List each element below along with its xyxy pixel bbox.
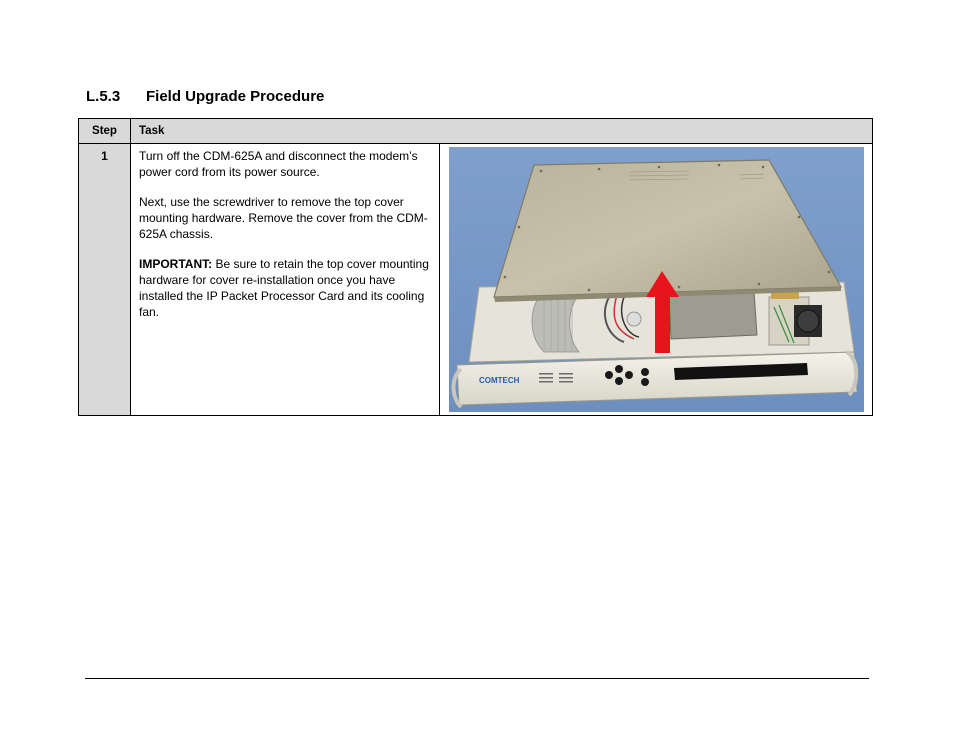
section-number: L.5.3 <box>86 88 121 105</box>
chassis-cover-removal-photo <box>449 147 864 412</box>
procedure-table <box>78 118 873 416</box>
table-row <box>79 144 873 416</box>
task-paragraph-important <box>139 256 431 320</box>
important-text: Be sure to retain the top cover mounting hardware for cover re-installation once you have installed the IP Packet Processor Card and its cooling fan. <box>139 257 429 319</box>
section-heading <box>86 88 324 105</box>
comtech-logo: COMTECH <box>479 376 520 385</box>
table-header-row <box>79 119 873 144</box>
section-title: Field Upgrade Procedure <box>146 88 325 105</box>
header-step: Step <box>79 119 131 144</box>
task-text-cell <box>131 144 440 416</box>
task-image-cell <box>440 144 873 416</box>
task-paragraph-power-off: Turn off the CDM-625A and disconnect the modem’s power cord from its power source. <box>139 149 418 179</box>
step-number: 1 <box>79 144 131 416</box>
task-paragraph-remove-cover: Next, use the screwdriver to remove the top cover mounting hardware. Remove the cover from the CDM-625A chassis. <box>139 195 428 241</box>
important-label: IMPORTANT: <box>139 257 213 271</box>
header-task: Task <box>131 119 873 144</box>
footer-rule <box>85 678 869 679</box>
